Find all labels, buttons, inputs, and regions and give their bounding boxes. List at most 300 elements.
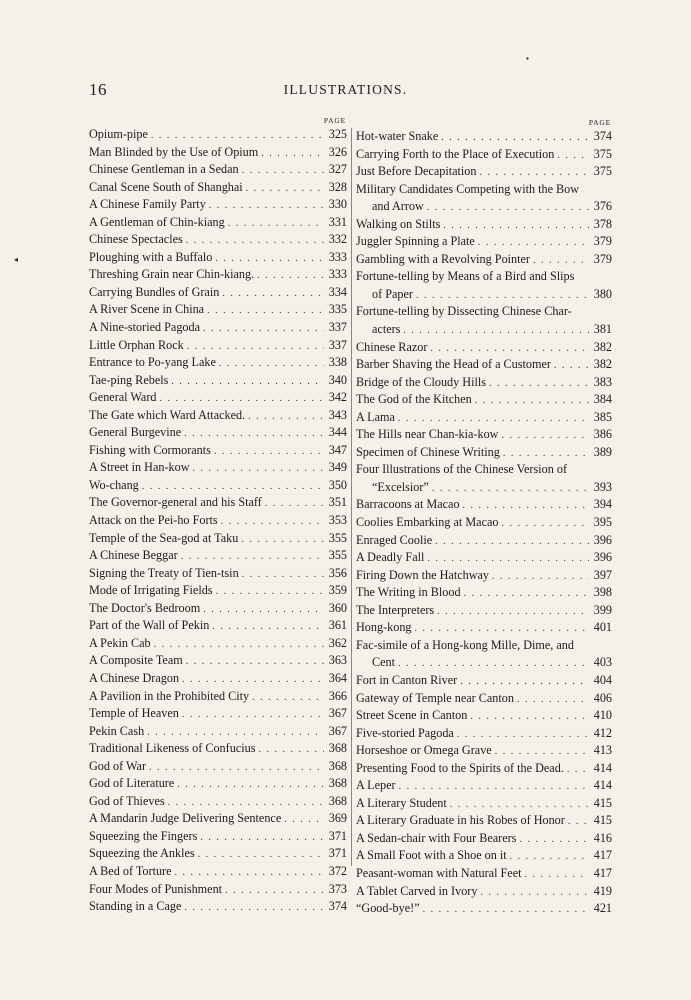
- entry-row: [356, 830, 612, 848]
- entry-title: Barracoons at Macao: [356, 497, 460, 512]
- entry-page-number: 355: [328, 530, 347, 545]
- dot-leader: [159, 390, 324, 408]
- dot-leader: [212, 618, 324, 636]
- entry-list: [356, 128, 612, 918]
- entry-title: Specimen of Chinese Writing: [356, 444, 500, 459]
- entry-row: [89, 424, 347, 442]
- entry-title: Hong-kong: [356, 620, 412, 635]
- entry-title: Bridge of the Cloudy Hills: [356, 374, 486, 389]
- entry-title: Military Candidates Competing with the Bow: [356, 181, 580, 196]
- dot-leader: [219, 355, 324, 373]
- entry-page-number: 343: [328, 407, 347, 422]
- entry-row: [89, 459, 347, 477]
- entry-title: A Pekin Cab: [89, 635, 151, 650]
- entry-row: [356, 444, 612, 462]
- entry-title: A Gentleman of Chin-kiang: [89, 214, 225, 229]
- dot-leader: [399, 778, 589, 796]
- entry-page-number: 410: [593, 708, 612, 723]
- entry-page-number: 393: [593, 479, 612, 494]
- entry-page-number: 337: [328, 320, 347, 335]
- entry-row: [356, 690, 612, 708]
- entry-title: A Lama: [356, 409, 395, 424]
- entry-page-number: 355: [328, 548, 347, 563]
- entry-title: Gambling with a Revolving Pointer: [356, 251, 530, 266]
- entry-title: God of Thieves: [89, 793, 165, 808]
- entry-page-number: 406: [593, 690, 612, 705]
- entry-title: A Sedan-chair with Four Bearers: [356, 830, 517, 845]
- entry-page-number: 353: [328, 513, 347, 528]
- entry-page-number: 368: [328, 776, 347, 791]
- dot-leader: [248, 408, 324, 426]
- entry-continuation: [356, 198, 612, 216]
- dot-leader: [284, 811, 324, 829]
- entry-title: Walking on Stilts: [356, 216, 441, 231]
- entry-page-number: 382: [593, 357, 612, 372]
- entry-page-number: 417: [593, 865, 612, 880]
- entry-page-number: 414: [593, 760, 612, 775]
- entry-title: A Bed of Torture: [89, 863, 172, 878]
- dot-leader: [228, 215, 324, 233]
- entry-title: Just Before Decapitation: [356, 164, 477, 179]
- entry-page-number: 378: [593, 216, 612, 231]
- entry-row: [89, 775, 347, 793]
- entry-row: [356, 216, 612, 234]
- entry-page-number: 382: [593, 339, 612, 354]
- dot-leader: [441, 129, 589, 147]
- entry-row: [89, 758, 347, 776]
- entry-title: Four Illustrations of the Chinese Version of: [356, 462, 568, 477]
- entry-row: [89, 881, 347, 899]
- entry-row: [356, 549, 612, 567]
- entry-title: Fortune-telling by Dissecting Chinese Char-: [356, 304, 572, 319]
- entry-title: Horseshoe or Omega Grave: [356, 743, 492, 758]
- entry-title: and Arrow: [372, 199, 424, 214]
- entry-continuation: [356, 479, 612, 497]
- entry-row: [89, 635, 347, 653]
- entry-page-number: 331: [328, 214, 347, 229]
- dot-leader: [480, 884, 589, 902]
- entry-row: [89, 705, 347, 723]
- dot-leader: [475, 392, 589, 410]
- entry-row: [89, 126, 347, 144]
- entry-page-number: 351: [328, 495, 347, 510]
- dot-leader: [492, 568, 589, 586]
- dot-leader: [252, 689, 324, 707]
- dot-leader: [495, 743, 589, 761]
- entry-page-number: 381: [593, 322, 612, 337]
- entry-row: [89, 196, 347, 214]
- entry-title: The Governor-general and his Staff: [89, 495, 262, 510]
- entry-page-number: 332: [328, 232, 347, 247]
- entry-row: [356, 303, 612, 321]
- entry-row: [356, 356, 612, 374]
- dot-leader: [519, 831, 589, 849]
- entry-page-number: 366: [328, 688, 347, 703]
- entry-row: [356, 339, 612, 357]
- dot-leader: [554, 357, 589, 375]
- entry-title: A Chinese Dragon: [89, 670, 180, 685]
- entry-title: Fac-simile of a Hong-kong Mille, Dime, and: [356, 637, 574, 652]
- entry-title: The Gate which Ward Attacked.: [89, 407, 246, 422]
- dot-leader: [450, 796, 589, 814]
- entry-title: Peasant-woman with Natural Feet: [356, 865, 522, 880]
- entry-title: Temple of the Sea-god at Taku: [89, 530, 239, 545]
- entry-page-number: 367: [328, 706, 347, 721]
- dot-leader: [510, 848, 589, 866]
- illustrations-column-right: [356, 116, 612, 918]
- dot-leader: [149, 759, 324, 777]
- entry-page-number: 417: [593, 848, 612, 863]
- entry-page-number: 328: [328, 179, 347, 194]
- entry-title: acters: [372, 322, 401, 337]
- entry-title: Signing the Treaty of Tien-tsin: [89, 565, 239, 580]
- entry-title: Little Orphan Rock: [89, 337, 184, 352]
- dot-leader: [432, 480, 589, 498]
- entry-title: A Mandarin Judge Delivering Sentence: [89, 811, 282, 826]
- entry-row: [356, 514, 612, 532]
- entry-page-number: 376: [593, 199, 612, 214]
- entry-page-number: 421: [593, 901, 612, 916]
- entry-title: A River Scene in China: [89, 302, 205, 317]
- entry-row: [356, 865, 612, 883]
- entry-page-number: 362: [328, 635, 347, 650]
- entry-row: [356, 391, 612, 409]
- entry-row: [89, 670, 347, 688]
- entry-title: Carrying Bundles of Grain: [89, 284, 220, 299]
- entry-row: [89, 389, 347, 407]
- entry-row: [356, 532, 612, 550]
- entry-row: [89, 600, 347, 618]
- entry-row: [89, 863, 347, 881]
- entry-page-number: 326: [328, 144, 347, 159]
- entry-row: [356, 128, 612, 146]
- entry-page-number: 367: [328, 723, 347, 738]
- dot-leader: [200, 829, 324, 847]
- entry-title: A Nine-storied Pagoda: [89, 320, 201, 335]
- dot-leader: [198, 846, 324, 864]
- dot-leader: [184, 425, 324, 443]
- entry-title: A Small Foot with a Shoe on it: [356, 848, 507, 863]
- entry-page-number: 379: [593, 234, 612, 249]
- entry-continuation: [356, 654, 612, 672]
- entry-row: [356, 795, 612, 813]
- entry-row: [89, 845, 347, 863]
- entry-title: General Ward: [89, 390, 157, 405]
- entry-row: [356, 251, 612, 269]
- entry-title: Gateway of Temple near Canton: [356, 690, 514, 705]
- illustrations-column-left: [89, 116, 347, 916]
- entry-title: A Literary Graduate in his Robes of Honor: [356, 813, 565, 828]
- entry-continuation: [356, 321, 612, 339]
- dot-leader: [203, 601, 324, 619]
- entry-title: “Good-bye!”: [356, 901, 420, 916]
- entry-title: A Tablet Carved in Ivory: [356, 883, 478, 898]
- entry-title: Entrance to Po-yang Lake: [89, 355, 216, 370]
- entry-title: Firing Down the Hatchway: [356, 567, 490, 582]
- entry-page-number: 342: [328, 390, 347, 405]
- entry-page-number: 403: [593, 655, 612, 670]
- entry-page-number: 404: [593, 672, 612, 687]
- entry-page-number: 364: [328, 670, 347, 685]
- dot-leader: [181, 548, 324, 566]
- entry-row: [89, 617, 347, 635]
- dot-leader: [533, 252, 589, 270]
- entry-title: of Paper: [372, 286, 413, 301]
- entry-page-number: 327: [328, 162, 347, 177]
- entry-row: [356, 637, 612, 655]
- entry-page-number: 330: [328, 197, 347, 212]
- dot-leader: [557, 147, 589, 165]
- entry-row: [356, 812, 612, 830]
- entry-title: Barber Shaving the Head of a Customer: [356, 357, 551, 372]
- entry-row: [89, 828, 347, 846]
- dot-leader: [501, 427, 589, 445]
- entry-page-number: 369: [328, 811, 347, 826]
- entry-row: [356, 426, 612, 444]
- dot-leader: [398, 410, 589, 428]
- dot-leader: [258, 741, 324, 759]
- dot-leader: [242, 566, 324, 584]
- dot-leader: [203, 320, 324, 338]
- entry-continuation: [356, 286, 612, 304]
- entry-row: [89, 652, 347, 670]
- entry-page-number: 338: [328, 355, 347, 370]
- entry-page-number: 416: [593, 830, 612, 845]
- entry-title: Enraged Coolie: [356, 532, 433, 547]
- entry-page-number: 375: [593, 164, 612, 179]
- entry-page-number: 368: [328, 741, 347, 756]
- entry-title: General Burgevine: [89, 425, 182, 440]
- dot-leader: [525, 866, 589, 884]
- entry-title: Hot-water Snake: [356, 129, 439, 143]
- entry-row: [89, 319, 347, 337]
- entry-row: [89, 898, 347, 916]
- entry-row: [89, 793, 347, 811]
- entry-page-number: 413: [593, 743, 612, 758]
- entry-page-number: 419: [593, 883, 612, 898]
- entry-title: Presenting Food to the Spirits of the Dead.: [356, 760, 564, 775]
- dot-leader: [147, 724, 324, 742]
- entry-row: [89, 582, 347, 600]
- dot-leader: [437, 603, 589, 621]
- entry-page-number: 361: [328, 618, 347, 633]
- dot-leader: [182, 671, 324, 689]
- entry-title: A Street in Han-kow: [89, 460, 190, 475]
- entry-title: The Hills near Chan-kia-kow: [356, 427, 499, 442]
- column-header-page: PAGE: [323, 116, 346, 125]
- column-divider: [351, 128, 352, 866]
- entry-title: Canal Scene South of Shanghai: [89, 179, 243, 194]
- dot-leader: [423, 901, 589, 919]
- entry-row: [89, 284, 347, 302]
- entry-title: Carrying Forth to the Place of Execution: [356, 146, 555, 161]
- entry-title: Ploughing with a Buffalo: [89, 249, 213, 264]
- entry-page-number: 396: [593, 532, 612, 547]
- dot-leader: [415, 620, 589, 638]
- entry-row: [356, 883, 612, 901]
- dot-leader: [435, 533, 589, 551]
- entry-page-number: 415: [593, 795, 612, 810]
- entry-title: God of War: [89, 758, 147, 773]
- dot-leader: [261, 145, 324, 163]
- dot-leader: [427, 550, 589, 568]
- entry-page-number: 349: [328, 460, 347, 475]
- entry-row: [356, 619, 612, 637]
- print-speck: ◂: [14, 255, 19, 264]
- entry-title: Chinese Spectacles: [89, 232, 183, 247]
- entry-page-number: 356: [328, 565, 347, 580]
- dot-leader: [470, 708, 589, 726]
- entry-title: Tae-ping Rebels: [89, 372, 169, 387]
- entry-title: Pekin Cash: [89, 723, 145, 738]
- entry-title: A Deadly Fall: [356, 550, 425, 565]
- dot-leader: [193, 460, 324, 478]
- entry-page-number: 368: [328, 758, 347, 773]
- dot-leader: [207, 302, 324, 320]
- entry-page-number: 334: [328, 284, 347, 299]
- print-speck: ▪: [526, 54, 529, 63]
- entry-title: Squeezing the Fingers: [89, 828, 198, 843]
- entry-row: [89, 372, 347, 390]
- entry-page-number: 412: [593, 725, 612, 740]
- dot-leader: [265, 495, 324, 513]
- dot-leader: [517, 691, 589, 709]
- entry-title: The God of the Kitchen: [356, 392, 472, 407]
- entry-page-number: 333: [328, 249, 347, 264]
- entry-page-number: 389: [593, 444, 612, 459]
- entry-row: [356, 672, 612, 690]
- entry-title: Opium-pipe: [89, 127, 148, 141]
- dot-leader: [443, 217, 589, 235]
- entry-row: [356, 847, 612, 865]
- entry-title: Four Modes of Punishment: [89, 881, 223, 896]
- dot-leader: [168, 794, 324, 812]
- dot-leader: [568, 813, 589, 831]
- entry-row: [89, 442, 347, 460]
- dot-leader: [479, 164, 589, 182]
- dot-leader: [416, 287, 589, 305]
- entry-title: “Excelsior”: [372, 479, 429, 494]
- entry-page-number: 375: [593, 146, 612, 161]
- entry-row: [356, 760, 612, 778]
- dot-leader: [182, 706, 324, 724]
- entry-row: [89, 161, 347, 179]
- entry-row: [89, 547, 347, 565]
- dot-leader: [175, 864, 324, 882]
- dot-leader: [464, 585, 589, 603]
- dot-leader: [209, 197, 324, 215]
- dot-leader: [427, 199, 589, 217]
- entry-page-number: 383: [593, 374, 612, 389]
- entry-page-number: 363: [328, 653, 347, 668]
- entry-title: The Interpreters: [356, 602, 435, 617]
- entry-page-number: 397: [593, 567, 612, 582]
- entry-title: Man Blinded by the Use of Opium: [89, 144, 259, 159]
- entry-title: God of Literature: [89, 776, 175, 791]
- entry-page-number: 372: [328, 863, 347, 878]
- entry-row: [356, 602, 612, 620]
- entry-row: [356, 409, 612, 427]
- entry-row: [89, 337, 347, 355]
- entry-row: [356, 567, 612, 585]
- entry-row: [356, 900, 612, 918]
- entry-row: [356, 146, 612, 164]
- dot-leader: [154, 636, 324, 654]
- entry-row: [356, 496, 612, 514]
- dot-leader: [186, 653, 324, 671]
- dot-leader: [502, 515, 590, 533]
- entry-row: [356, 268, 612, 286]
- entry-title: Fortune-telling by Means of a Bird and Slips: [356, 269, 575, 284]
- entry-row: [356, 374, 612, 392]
- dot-leader: [403, 322, 589, 340]
- dot-leader: [225, 882, 324, 900]
- entry-row: [89, 810, 347, 828]
- entry-row: [89, 266, 347, 284]
- entry-row: [356, 461, 612, 479]
- entry-row: [89, 740, 347, 758]
- entry-title: A Leper: [356, 778, 396, 793]
- page-number: 16: [89, 80, 107, 99]
- entry-row: [89, 249, 347, 267]
- entry-title: Cent: [372, 655, 396, 670]
- entry-row: [89, 494, 347, 512]
- entry-page-number: 414: [593, 778, 612, 793]
- entry-row: [89, 723, 347, 741]
- entry-row: [89, 688, 347, 706]
- entry-row: [89, 477, 347, 495]
- entry-title: Chinese Razor: [356, 339, 428, 354]
- entry-page-number: 385: [593, 409, 612, 424]
- dot-leader: [214, 443, 324, 461]
- entry-row: [89, 144, 347, 162]
- entry-title: Five-storied Pagoda: [356, 725, 454, 740]
- entry-title: A Composite Team: [89, 653, 183, 668]
- entry-row: [356, 163, 612, 181]
- entry-page-number: 340: [328, 372, 347, 387]
- entry-page-number: 350: [328, 477, 347, 492]
- dot-leader: [177, 776, 324, 794]
- entry-page-number: 398: [593, 585, 612, 600]
- entry-row: [89, 301, 347, 319]
- dot-leader: [430, 340, 589, 358]
- dot-leader: [463, 497, 589, 515]
- dot-leader: [457, 726, 589, 744]
- entry-page-number: 360: [328, 600, 347, 615]
- entry-row: [89, 512, 347, 530]
- entry-title: Squeezing the Ankles: [89, 846, 195, 861]
- dot-leader: [221, 513, 324, 531]
- entry-row: [89, 530, 347, 548]
- entry-page-number: 337: [328, 337, 347, 352]
- entry-page-number: 395: [593, 515, 612, 530]
- dot-leader: [478, 234, 589, 252]
- entry-row: [89, 565, 347, 583]
- dot-leader: [246, 180, 324, 198]
- running-title: ILLUSTRATIONS.: [283, 82, 408, 97]
- entry-page-number: 386: [593, 427, 612, 442]
- entry-row: [89, 231, 347, 249]
- entry-page-number: 373: [328, 881, 347, 896]
- entry-title: Part of the Wall of Pekin: [89, 618, 210, 633]
- entry-row: [356, 707, 612, 725]
- entry-page-number: 384: [593, 392, 612, 407]
- entry-page-number: 380: [593, 286, 612, 301]
- entry-title: Chinese Gentleman in a Sedan: [89, 162, 239, 177]
- entry-page-number: 333: [328, 267, 347, 282]
- dot-leader: [187, 338, 324, 356]
- dot-leader: [186, 232, 324, 250]
